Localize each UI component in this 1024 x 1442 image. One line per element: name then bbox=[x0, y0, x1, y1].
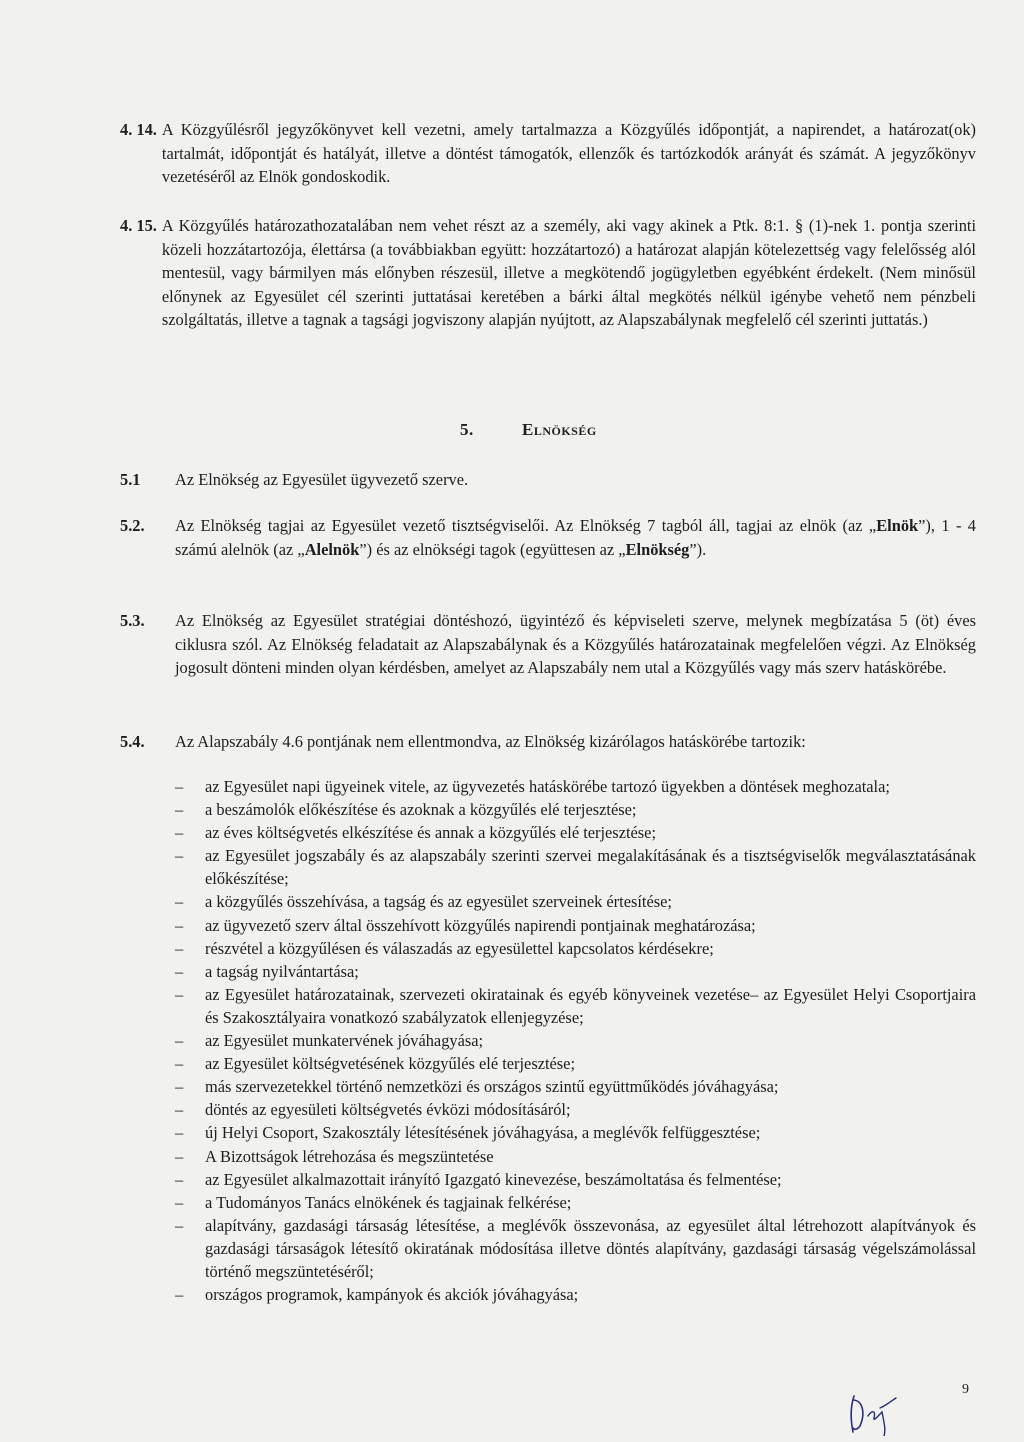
list-item-text: az Egyesület napi ügyeinek vitele, az ügyvezetés hatáskörébe tartozó ügyekben a döntések meghozatala; bbox=[205, 777, 890, 796]
section-5-4 bbox=[120, 730, 976, 754]
section-text: Az Elnökség az Egyesület ügyvezető szerve. bbox=[175, 470, 469, 489]
section-number: 5.1 bbox=[120, 470, 141, 489]
list-item-text: más szervezetekkel történő nemzetközi és országos szintű együttműködés jóváhagyása; bbox=[205, 1077, 779, 1097]
list-item bbox=[175, 844, 976, 890]
chapter-number: 5. bbox=[460, 420, 474, 439]
list-item bbox=[175, 1029, 976, 1052]
list-item-text: döntés az egyesületi költségvetés évközi módosításáról; bbox=[205, 1100, 571, 1120]
bold-term: Elnök bbox=[876, 516, 919, 535]
dash-bullet: – bbox=[175, 1031, 184, 1051]
list-item bbox=[175, 1283, 976, 1306]
dash-bullet: – bbox=[175, 1285, 184, 1305]
section-number: 5.4. bbox=[120, 732, 145, 751]
list-item bbox=[175, 798, 976, 821]
list-item bbox=[175, 775, 976, 798]
section-text: Az Alapszabály 4.6 pontjának nem ellentmondva, az Elnökség kizárólagos hatáskörébe tartozik: bbox=[175, 732, 806, 751]
dash-bullet: – bbox=[175, 938, 184, 958]
list-item bbox=[175, 890, 976, 913]
list-item-text: a tagság nyilvántartása; bbox=[205, 961, 359, 981]
dash-bullet: – bbox=[175, 892, 184, 912]
dash-bullet: – bbox=[175, 1169, 184, 1189]
bold-term: Elnökség bbox=[625, 539, 690, 559]
dash-bullet: – bbox=[175, 1123, 184, 1143]
section-4-14 bbox=[120, 118, 976, 189]
dash-bullet: – bbox=[175, 1192, 184, 1212]
dash-bullet: – bbox=[175, 800, 184, 820]
section-text: Az Elnökség tagjai az Egyesület vezető tisztségviselői. Az Elnökség 7 tagból áll, tagjai az elnök (az „Elnök”), 1 - 4 számú alelnök (az „Alelnök”) és az elnökségi tagok (együttesen az „Elnökség”). bbox=[175, 516, 976, 559]
dash-bullet: – bbox=[175, 823, 184, 843]
list-item-text: alapítvány, gazdasági társaság létesítése, a meglévők összevonása, az egyesület által létrehozott alapítványok és gazdasági társaságok létesítő okiratának módosítása illetve döntés alapítvány, gazdasági társaság végelszámolással történő megszüntetéséről; bbox=[205, 1215, 976, 1281]
section-4-15 bbox=[120, 214, 976, 332]
section-number: 5.2. bbox=[120, 516, 145, 535]
list-item-text: az Egyesület munkatervének jóváhagyása; bbox=[205, 1031, 484, 1051]
list-item bbox=[175, 821, 976, 844]
bold-term: Alelnök bbox=[304, 539, 360, 559]
dash-bullet: – bbox=[175, 1100, 184, 1120]
section-text: A Közgyűlésről jegyzőkönyvet kell vezetni, amely tartalmazza a Közgyűlés időpontját, a napirendet, a határozat(ok) tartalmát, időpontját és hatályát, illetve a döntést támogatók, ellenzők és tartózkodók arányát és számát. A jegyzőkönyv vezetéséről az Elnök gondoskodik. bbox=[161, 120, 976, 186]
competence-list bbox=[175, 775, 976, 1306]
list-item-text: új Helyi Csoport, Szakosztály létesítésének jóváhagyása, a meglévők felfüggesztése; bbox=[205, 1123, 761, 1143]
list-item-text: az Egyesület jogszabály és az alapszabály szerinti szervei megalakításának és a tisztségviselők megválasztatásának előkészítése; bbox=[205, 846, 976, 889]
list-item-text: az Egyesület költségvetésének közgyűlés elé terjesztése; bbox=[205, 1054, 576, 1074]
list-item bbox=[175, 1191, 976, 1214]
signature-icon bbox=[840, 1386, 910, 1436]
section-number: 4. 14. bbox=[120, 120, 157, 139]
dash-bullet: – bbox=[175, 915, 184, 935]
list-item-text: a beszámolók előkészítése és azoknak a közgyűlés elé terjesztése; bbox=[205, 800, 637, 820]
dash-bullet: – bbox=[175, 1054, 184, 1074]
list-item bbox=[175, 1052, 976, 1075]
list-item bbox=[175, 1168, 976, 1191]
dash-bullet: – bbox=[175, 984, 184, 1004]
dash-bullet: – bbox=[175, 961, 184, 981]
section-number: 4. 15. bbox=[120, 216, 157, 235]
dash-bullet: – bbox=[175, 846, 184, 866]
chapter-heading bbox=[460, 420, 597, 440]
list-item bbox=[175, 1098, 976, 1121]
section-text: Az Elnökség az Egyesület stratégiai döntéshozó, ügyintéző és képviseleti szerve, melynek megbízatása 5 (öt) éves ciklusra szól. Az Elnökség feladatait az Alapszabálynak és a Közgyűlés határozatainak megfelelően végzi. Az Elnökség jogosult dönteni minden olyan kérdésben, amelyet az Alapszabály nem utal a Közgyűlés vagy más szerv hatáskörébe. bbox=[175, 611, 976, 677]
chapter-title: Elnökség bbox=[522, 420, 597, 439]
dash-bullet: – bbox=[175, 1215, 184, 1235]
list-item-text: részvétel a közgyűlésen és válaszadás az egyesülettel kapcsolatos kérdésekre; bbox=[205, 938, 714, 958]
list-item-text: az Egyesület határozatainak, szervezeti okiratainak és egyéb könyveinek vezetése– az Egyesület Helyi Csoportjaira és Szakosztályaira vonatkozó szabályzatok ellenjegyzése; bbox=[205, 984, 976, 1027]
dash-bullet: – bbox=[175, 1146, 184, 1166]
list-item-text: az Egyesület alkalmazottait irányító Igazgató kinevezése, beszámoltatása és felmentése; bbox=[205, 1169, 782, 1189]
list-item bbox=[175, 1075, 976, 1098]
page-number: 9 bbox=[962, 1382, 969, 1397]
list-item-text: az ügyvezető szerv által összehívott közgyűlés napirendi pontjainak meghatározása; bbox=[205, 915, 756, 935]
list-item bbox=[175, 1121, 976, 1144]
list-item-text: A Bizottságok létrehozása és megszüntetése bbox=[205, 1146, 494, 1166]
list-item-text: országos programok, kampányok és akciók jóváhagyása; bbox=[205, 1285, 579, 1305]
section-number: 5.3. bbox=[120, 611, 145, 630]
list-item bbox=[175, 914, 976, 937]
list-item-text: az éves költségvetés elkészítése és annak a közgyűlés elé terjesztése; bbox=[205, 823, 656, 843]
list-item bbox=[175, 960, 976, 983]
list-item bbox=[175, 937, 976, 960]
list-item bbox=[175, 983, 976, 1029]
list-item bbox=[175, 1214, 976, 1283]
list-item bbox=[175, 1145, 976, 1168]
section-text: A Közgyűlés határozathozatalában nem vehet részt az a személy, aki vagy akinek a Ptk. 8:1. § (1)-nek 1. pontja szerinti közeli hozzátartozója, élettársa (a továbbiakban együtt: hozzátartozó) a határozat alapján kötelezettség vagy felelősség alól mentesül, vagy bármilyen más előnyben részesül, illetve a megkötendő jogügyletben egyébként érdekelt. (Nem minősül előnynek az Egyesület cél szerinti juttatásai keretében a bárki által megkötés nélkül igénybe vehető nem pénzbeli szolgáltatás, illetve a tagnak a tagsági jogviszony alapján nyújtott, az Alapszabálynak megfelelő cél szerinti juttatás.) bbox=[161, 216, 976, 329]
list-item-text: a közgyűlés összehívása, a tagság és az egyesület szerveinek értesítése; bbox=[205, 892, 672, 912]
dash-bullet: – bbox=[175, 1077, 184, 1097]
section-5-1 bbox=[120, 468, 976, 492]
section-5-3 bbox=[120, 609, 976, 680]
section-5-2 bbox=[120, 514, 976, 561]
dash-bullet: – bbox=[175, 777, 184, 796]
list-item-text: a Tudományos Tanács elnökének és tagjainak felkérése; bbox=[205, 1192, 572, 1212]
